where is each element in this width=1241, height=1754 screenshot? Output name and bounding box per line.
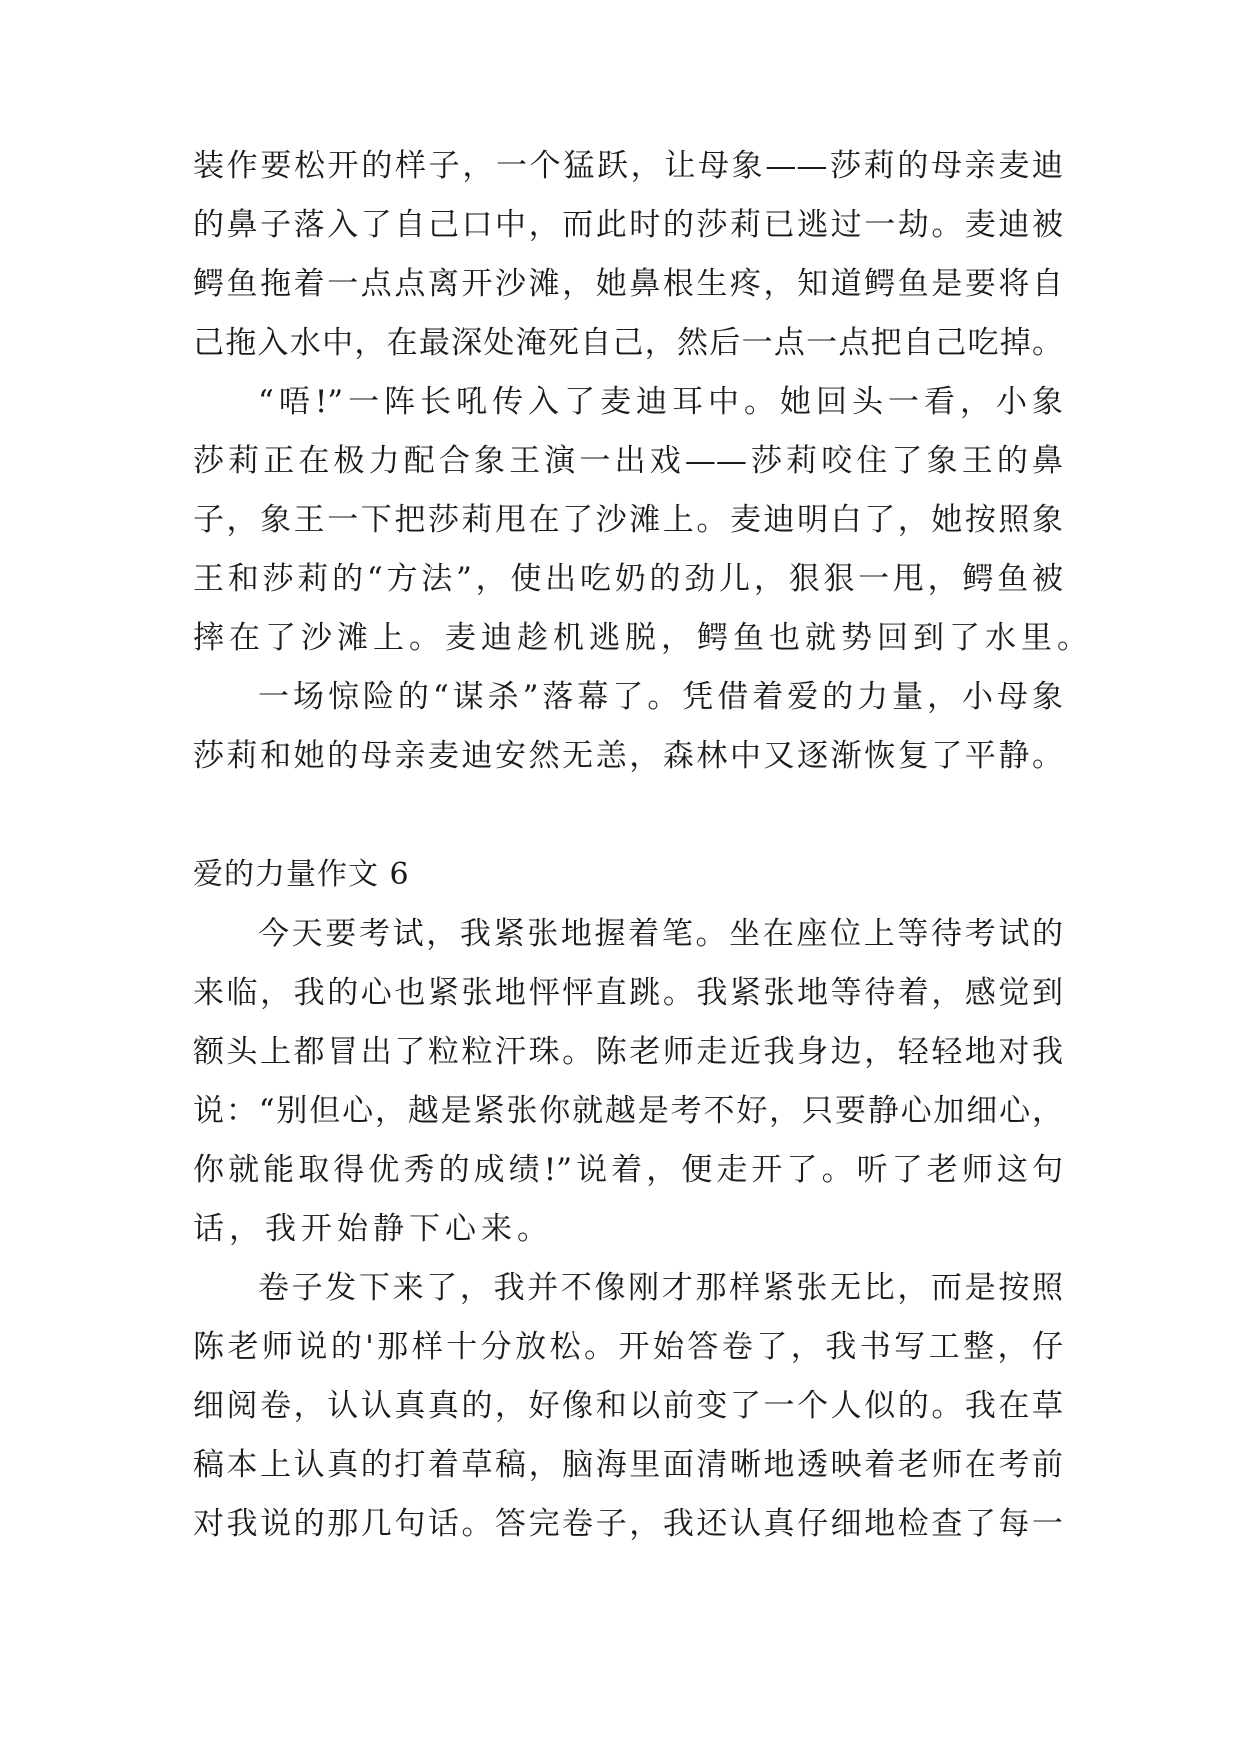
paragraph-line: 来临，我的心也紧张地怦怦直跳。我紧张地等待着，感觉到	[193, 975, 1063, 1011]
paragraph-line: 稿本上认真的打着草稿，脑海里面清晰地透映着老师在考前	[193, 1447, 1063, 1483]
paragraph-line: 鳄鱼拖着一点点离开沙滩，她鼻根生疼，知道鳄鱼是要将自	[193, 266, 1063, 302]
paragraph-line: 卷子发下来了，我并不像刚才那样紧张无比，而是按照	[258, 1270, 1063, 1306]
paragraph-line: 额头上都冒出了粒粒汗珠。陈老师走近我身边，轻轻地对我	[193, 1034, 1063, 1070]
paragraph-line: 话，我开始静下心来。	[193, 1211, 553, 1247]
paragraph-line: 细阅卷，认认真真的，好像和以前变了一个人似的。我在草	[193, 1388, 1063, 1424]
paragraph-line: 莎莉正在极力配合象王演一出戏——莎莉咬住了象王的鼻	[193, 443, 1063, 479]
paragraph-line: 说：“别但心，越是紧张你就越是考不好，只要静心加细心，	[193, 1093, 1063, 1129]
paragraph-line: 对我说的那几句话。答完卷子，我还认真仔细地检查了每一	[193, 1506, 1063, 1542]
paragraph-line: 陈老师说的'那样十分放松。开始答卷了，我书写工整，仔	[193, 1329, 1063, 1365]
paragraph-line: 的鼻子落入了自己口中，而此时的莎莉已逃过一劫。麦迪被	[193, 207, 1063, 243]
paragraph-line: 你就能取得优秀的成绩!”说着，便走开了。听了老师这句	[193, 1152, 1063, 1188]
paragraph-line: 王和莎莉的“方法”，使出吃奶的劲儿，狠狠一甩，鳄鱼被	[193, 561, 1063, 597]
paragraph-line: 子，象王一下把莎莉甩在了沙滩上。麦迪明白了，她按照象	[193, 502, 1063, 538]
paragraph-line: 一场惊险的“谋杀”落幕了。凭借着爱的力量，小母象	[258, 679, 1063, 715]
paragraph-line: 摔在了沙滩上。麦迪趁机逃脱，鳄鱼也就势回到了水里。	[193, 620, 1093, 656]
paragraph-line: “唔!”一阵长吼传入了麦迪耳中。她回头一看，小象	[258, 384, 1063, 420]
paragraph-line: 装作要松开的样子，一个猛跃，让母象——莎莉的母亲麦迪	[193, 148, 1063, 184]
paragraph-line: 今天要考试，我紧张地握着笔。坐在座位上等待考试的	[258, 916, 1063, 952]
paragraph-line: 莎莉和她的母亲麦迪安然无恙，森林中又逐渐恢复了平静。	[193, 738, 1063, 774]
paragraph-line: 己拖入水中，在最深处淹死自己，然后一点一点把自己吃掉。	[193, 325, 1063, 361]
essay-heading: 爱的力量作文 6	[193, 857, 410, 892]
